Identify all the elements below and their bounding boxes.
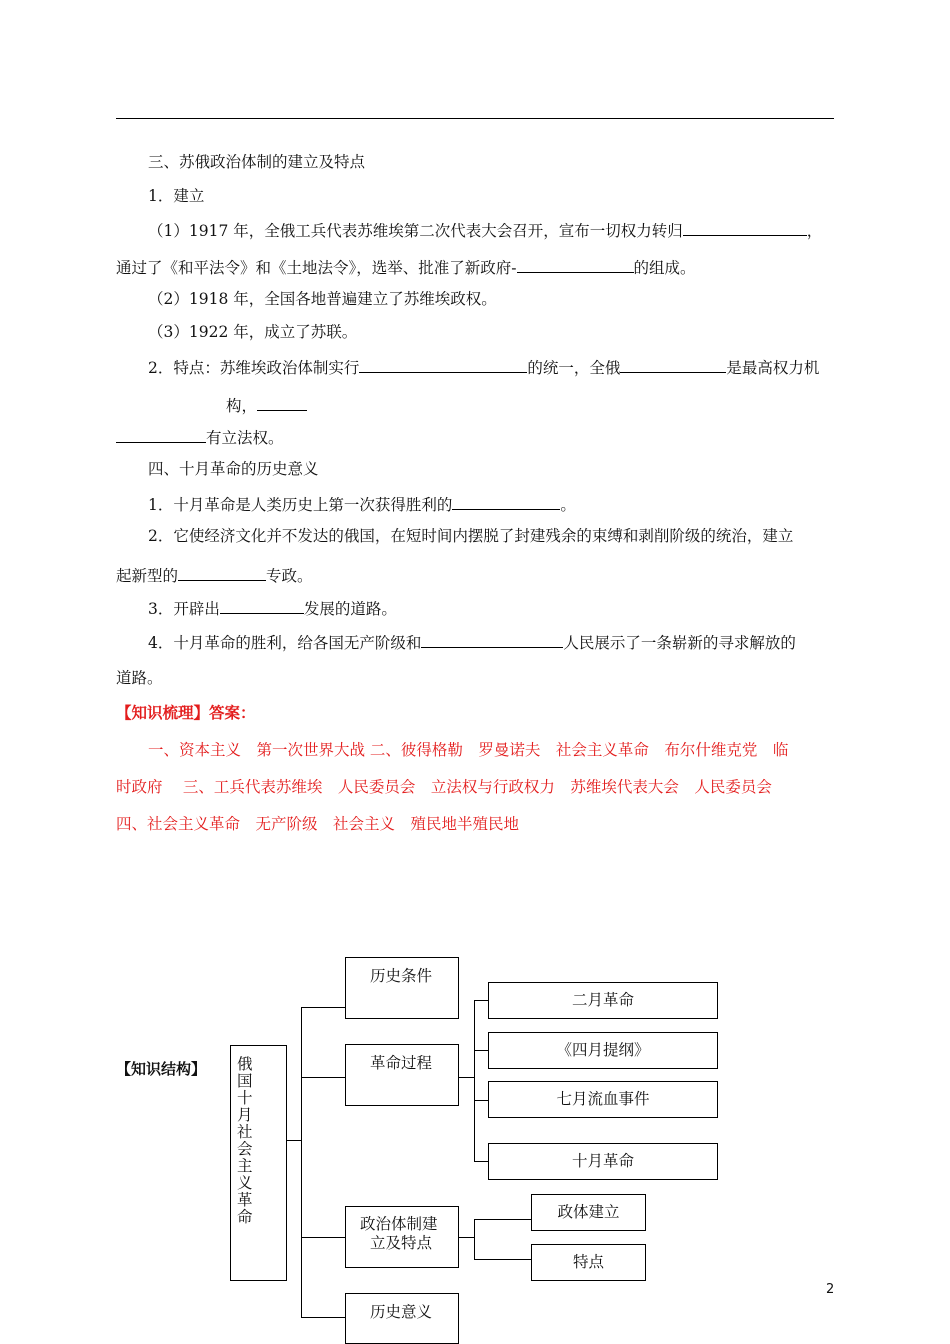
blank-6 [116,426,206,443]
connector [474,1219,475,1259]
connector [287,1140,301,1141]
node-features: 特点 [531,1244,646,1281]
connector [474,1000,488,1001]
section3-p3: （3）1922 年，成立了苏联。 [148,323,358,341]
answers-heading: 【知识梳理】答案： [116,704,256,722]
connector [474,1219,531,1220]
connector [474,1161,488,1162]
section4-item1: 1．十月革命是人类历史上第一次获得胜利的 。 [148,493,576,515]
node-oct: 十月革命 [488,1143,718,1180]
connector [474,1000,475,1161]
section4-item4-end: 道路。 [116,669,163,687]
connector [301,1077,345,1078]
node-conditions: 历史条件 [345,957,459,1019]
section3-p1a: （1）1917 年，全俄工兵代表苏维埃第二次代表大会召开，宣布一切权力转归 ， [148,219,822,241]
connector [301,1007,302,1317]
connector [474,1259,531,1260]
node-meaning: 历史意义 [345,1293,459,1344]
blank-10 [421,631,563,648]
section4-item2a: 2．它使经济文化并不发达的俄国，在短时间内摆脱了封建残余的束缚和剥削阶级的统治，建立 [148,527,794,545]
node-politics: 政治体制建 立及特点 [345,1206,459,1268]
section3-title: 三、苏俄政治体制的建立及特点 [148,153,366,171]
node-process: 革命过程 [345,1044,459,1106]
structure-label: 【知识结构】 [116,1060,207,1078]
section4-item3: 3．开辟出 发展的道路。 [148,597,397,619]
connector [301,1007,345,1008]
connector [474,1100,488,1101]
blank-7 [452,493,560,510]
blank-4 [620,356,726,373]
connector [301,1317,345,1318]
answers-line3: 四、社会主义革命 无产阶级 社会主义 殖民地半殖民地 [116,815,520,833]
node-establish: 政体建立 [531,1194,646,1231]
root-label: 俄国十月社会主义革命 [237,1055,253,1226]
connector [459,1077,474,1078]
blank-8 [178,564,266,581]
section3-p1b: 通过了《和平法令》和《土地法令》，选举、批准了新政府- 的组成。 [116,256,696,278]
connector [474,1050,488,1051]
section3-item2: 2．特点：苏维埃政治体制实行 的统一，全俄 是最高权力机 [148,356,819,378]
answers-line2: 时政府 三、工兵代表苏维埃 人民委员会 立法权与行政权力 苏维埃代表大会 人民委员会 [116,778,772,796]
blank-1 [683,219,807,236]
node-feb: 二月革命 [488,982,718,1019]
connector [301,1237,345,1238]
blank-5 [257,394,307,411]
blank-2 [517,256,634,273]
section4-item4: 4．十月革命的胜利，给各国无产阶级和 人民展示了一条崭新的寻求解放的 [148,631,796,653]
header-rule [116,118,834,119]
blank-9 [220,597,304,614]
blank-3 [359,356,527,373]
page-number: 2 [826,1282,835,1297]
section3-item2-cont: 构， [226,394,307,416]
section3-p2: （2）1918 年，全国各地普遍建立了苏维埃政权。 [148,290,497,308]
answers-line1: 一、资本主义 第一次世界大战 二、彼得格勒 罗曼诺夫 社会主义革命 布尔什维克党 临 [148,741,789,759]
node-april: 《四月提纲》 [488,1032,718,1069]
root-box [230,1045,287,1281]
section3-item2-end: 有立法权。 [116,426,284,448]
section3-item1: 1．建立 [148,187,205,205]
section4-title: 四、十月革命的历史意义 [148,460,319,478]
connector [459,1237,474,1238]
node-july: 七月流血事件 [488,1081,718,1118]
section4-item2b: 起新型的 专政。 [116,564,313,586]
